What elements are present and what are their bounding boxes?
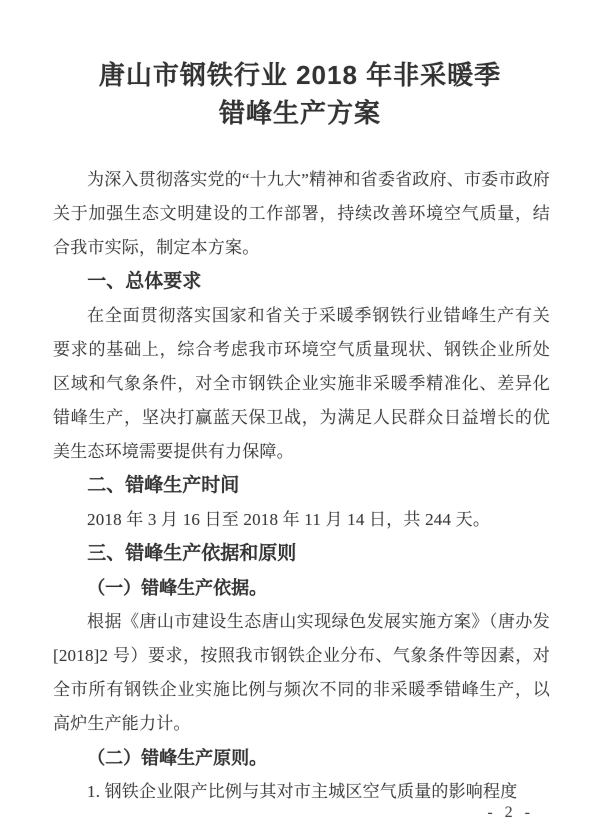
- section-heading-1: 一、总体要求: [87, 271, 202, 292]
- title-line-2: 错峰生产方案: [218, 98, 381, 128]
- paragraph: 根据《唐山市建设生态唐山实现绿色发展实施方案》（唐办发[2018]2 号）要求，按照我市钢铁企业分布、气象条件等因素，对全市所有钢铁企业实施比例与频次不同的非采暖季错峰生产，以高炉生产能力计。: [53, 612, 550, 733]
- title-line-1: 唐山市钢铁行业 2018 年非采暖季: [98, 60, 502, 90]
- intro-paragraph: 为深入贯彻落实党的“十九大”精神和省委省政府、市委市政府关于加强生态文明建设的工作部署，持续改善环境空气质量，结合我市实际，制定本方案。: [53, 170, 550, 257]
- subsection-heading-2: （二）错峰生产原则。: [87, 748, 268, 768]
- date-range-line: 2018 年 3 月 16 日至 2018 年 11 月 14 日，共 244 天。: [87, 510, 491, 529]
- subsection-heading-1: （一）错峰生产依据。: [87, 578, 268, 598]
- section-heading-2: 二、错峰生产时间: [87, 475, 240, 496]
- document-title: [0, 0, 600, 132]
- list-item-1: 1. 钢铁企业限产比例与其对市主城区空气质量的影响程度: [87, 782, 518, 801]
- paragraph: 在全面贯彻落实国家和省关于采暖季钢铁行业错峰生产有关要求的基础上，综合考虑我市环境空气质量现状、钢铁企业所处区域和气象条件，对全市钢铁企业实施非采暖季精准化、差异化错峰生产，坚决打赢蓝天保卫战，为满足人民群众日益增长的优美生态环境需要提供有力保障。: [53, 306, 550, 461]
- section-heading-3: 三、错峰生产依据和原则: [87, 543, 297, 564]
- document-body: [0, 163, 600, 809]
- page-number: - 2 -: [487, 804, 534, 821]
